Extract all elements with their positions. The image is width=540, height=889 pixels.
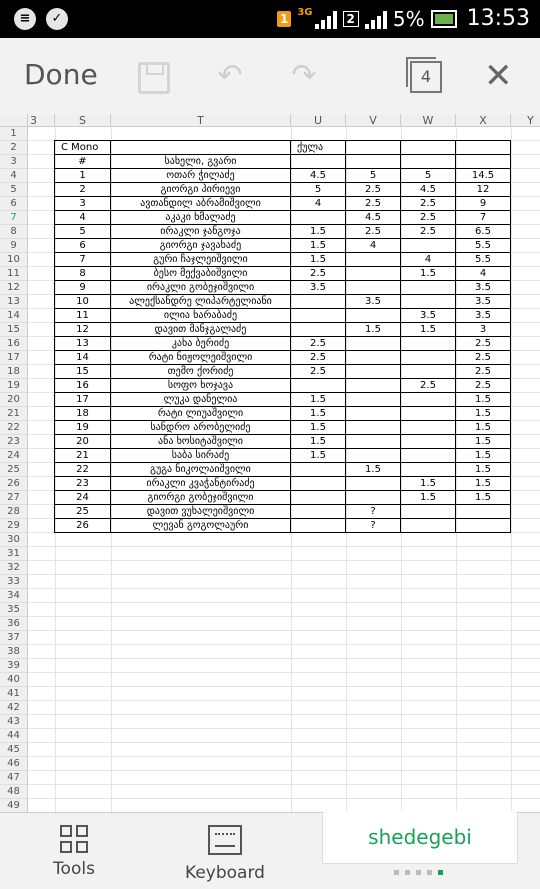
column-header-w[interactable]: W bbox=[401, 114, 456, 127]
cell-x15[interactable]: 3 bbox=[455, 322, 511, 337]
cell-v27[interactable] bbox=[345, 490, 401, 505]
cell-s10[interactable]: 7 bbox=[54, 252, 111, 267]
grid-line bbox=[28, 798, 540, 799]
cell-s29[interactable]: 26 bbox=[54, 518, 111, 533]
row-header-47[interactable]: 47 bbox=[0, 771, 28, 785]
grid-line bbox=[28, 560, 540, 561]
cell-w3[interactable] bbox=[400, 154, 456, 169]
cell-u26[interactable] bbox=[290, 476, 346, 491]
cell-w18[interactable] bbox=[400, 364, 456, 379]
cell-w25[interactable] bbox=[400, 462, 456, 477]
cell-u24[interactable]: 1.5 bbox=[290, 448, 346, 463]
cell-x14[interactable]: 3.5 bbox=[455, 308, 511, 323]
row-header-28[interactable]: 28 bbox=[0, 505, 28, 519]
cell-v18[interactable] bbox=[345, 364, 401, 379]
signal-icon bbox=[315, 9, 337, 29]
cell-t12[interactable]: ირაკლი გობეჯიშვილი bbox=[110, 280, 291, 295]
cell-x3[interactable] bbox=[455, 154, 511, 169]
cell-t25[interactable]: გუგა ნიკოლაიშვილი bbox=[110, 462, 291, 477]
cell-u16[interactable]: 2.5 bbox=[290, 336, 346, 351]
cell-u15[interactable] bbox=[290, 322, 346, 337]
undo-icon[interactable]: ↶ bbox=[217, 58, 243, 93]
cell-x5[interactable]: 12 bbox=[455, 182, 511, 197]
cell-x18[interactable]: 2.5 bbox=[455, 364, 511, 379]
cell-w29[interactable] bbox=[400, 518, 456, 533]
cell-x12[interactable]: 3.5 bbox=[455, 280, 511, 295]
cell-s16[interactable]: 13 bbox=[54, 336, 111, 351]
cell-s13[interactable]: 10 bbox=[54, 294, 111, 309]
row-header-19[interactable]: 19 bbox=[0, 379, 28, 393]
cell-v15[interactable]: 1.5 bbox=[345, 322, 401, 337]
cell-s3[interactable]: # bbox=[54, 154, 111, 169]
cell-t10[interactable]: გური ჩაჯლეიშვილი bbox=[110, 252, 291, 267]
cell-w2[interactable] bbox=[400, 140, 456, 155]
cell-t9[interactable]: გიორგი ჯავახაძე bbox=[110, 238, 291, 253]
cell-x2[interactable] bbox=[455, 140, 511, 155]
cell-u12[interactable]: 3.5 bbox=[290, 280, 346, 295]
cell-u19[interactable] bbox=[290, 378, 346, 393]
row-header-43[interactable]: 43 bbox=[0, 715, 28, 729]
cell-s15[interactable]: 12 bbox=[54, 322, 111, 337]
row-header-7[interactable]: 7 bbox=[0, 211, 28, 225]
cell-w27[interactable]: 1.5 bbox=[400, 490, 456, 505]
cell-v29[interactable]: ? bbox=[345, 518, 401, 533]
cell-s22[interactable]: 19 bbox=[54, 420, 111, 435]
cell-x11[interactable]: 4 bbox=[455, 266, 511, 281]
cell-u5[interactable]: 5 bbox=[290, 182, 346, 197]
column-header-u[interactable]: U bbox=[291, 114, 346, 127]
cell-s26[interactable]: 23 bbox=[54, 476, 111, 491]
cell-s12[interactable]: 9 bbox=[54, 280, 111, 295]
cell-t2[interactable] bbox=[110, 140, 291, 155]
cell-w11[interactable]: 1.5 bbox=[400, 266, 456, 281]
grid-line bbox=[28, 728, 540, 729]
cell-x23[interactable]: 1.5 bbox=[455, 434, 511, 449]
row-header-27[interactable]: 27 bbox=[0, 491, 28, 505]
cell-w17[interactable] bbox=[400, 350, 456, 365]
cell-x16[interactable]: 2.5 bbox=[455, 336, 511, 351]
cell-v21[interactable] bbox=[345, 406, 401, 421]
grid-line bbox=[28, 644, 540, 645]
cell-w20[interactable] bbox=[400, 392, 456, 407]
cell-u28[interactable] bbox=[290, 504, 346, 519]
cell-s19[interactable]: 16 bbox=[54, 378, 111, 393]
cell-w28[interactable] bbox=[400, 504, 456, 519]
cell-u6[interactable]: 4 bbox=[290, 196, 346, 211]
cell-w7[interactable]: 2.5 bbox=[400, 210, 456, 225]
cell-x27[interactable]: 1.5 bbox=[455, 490, 511, 505]
row-header-49[interactable]: 49 bbox=[0, 799, 28, 812]
cell-u22[interactable]: 1.5 bbox=[290, 420, 346, 435]
row-header-30[interactable]: 30 bbox=[0, 533, 28, 547]
status-bar bbox=[0, 0, 540, 38]
column-header-t[interactable]: T bbox=[111, 114, 291, 127]
cell-s5[interactable]: 2 bbox=[54, 182, 111, 197]
cell-t22[interactable]: სანდრო არობელიძე bbox=[110, 420, 291, 435]
cell-v9[interactable]: 4 bbox=[345, 238, 401, 253]
cell-w13[interactable] bbox=[400, 294, 456, 309]
cell-s18[interactable]: 15 bbox=[54, 364, 111, 379]
cell-u10[interactable]: 1.5 bbox=[290, 252, 346, 267]
cell-v20[interactable] bbox=[345, 392, 401, 407]
cell-u11[interactable]: 2.5 bbox=[290, 266, 346, 281]
cell-s17[interactable]: 14 bbox=[54, 350, 111, 365]
cell-s14[interactable]: 11 bbox=[54, 308, 111, 323]
row-header-20[interactable]: 20 bbox=[0, 393, 28, 407]
grid-line bbox=[511, 127, 512, 812]
cell-w10[interactable]: 4 bbox=[400, 252, 456, 267]
grid-line bbox=[28, 602, 540, 603]
cell-t6[interactable]: ავთანდილ აბრამიშვილი bbox=[110, 196, 291, 211]
cell-v28[interactable]: ? bbox=[345, 504, 401, 519]
cell-t27[interactable]: გიორგი გობეჯიშვილი bbox=[110, 490, 291, 505]
close-icon[interactable]: ✕ bbox=[484, 56, 513, 96]
cell-s28[interactable]: 25 bbox=[54, 504, 111, 519]
cell-v23[interactable] bbox=[345, 434, 401, 449]
cell-v10[interactable] bbox=[345, 252, 401, 267]
grid-line bbox=[28, 784, 540, 785]
row-header-33[interactable]: 33 bbox=[0, 575, 28, 589]
cell-u17[interactable]: 2.5 bbox=[290, 350, 346, 365]
sim-indicator: 2 bbox=[343, 11, 359, 27]
row-header-23[interactable]: 23 bbox=[0, 435, 28, 449]
row-header-5[interactable]: 5 bbox=[0, 183, 28, 197]
cell-w9[interactable] bbox=[400, 238, 456, 253]
windows-icon[interactable]: 4 bbox=[410, 61, 442, 93]
signal2-icon bbox=[365, 9, 387, 29]
cell-t11[interactable]: ბესო მექვაბიშვილი bbox=[110, 266, 291, 281]
row-header-2[interactable]: 2 bbox=[0, 141, 28, 155]
cell-v2[interactable] bbox=[345, 140, 401, 155]
cell-t8[interactable]: ირაკლი ჯანგოჯა bbox=[110, 224, 291, 239]
grid-line bbox=[28, 616, 540, 617]
cell-t24[interactable]: საბა სირაძე bbox=[110, 448, 291, 463]
cell-s24[interactable]: 21 bbox=[54, 448, 111, 463]
cell-t17[interactable]: რატი ნიჟოლეიშვილი bbox=[110, 350, 291, 365]
cell-w8[interactable]: 2.5 bbox=[400, 224, 456, 239]
row-header-31[interactable]: 31 bbox=[0, 547, 28, 561]
cell-x25[interactable]: 1.5 bbox=[455, 462, 511, 477]
corner-cell[interactable] bbox=[0, 114, 28, 127]
page-indicator bbox=[394, 870, 443, 875]
column-header-s[interactable]: S bbox=[55, 114, 111, 127]
cell-u21[interactable]: 1.5 bbox=[290, 406, 346, 421]
cell-w21[interactable] bbox=[400, 406, 456, 421]
cell-s7[interactable]: 4 bbox=[54, 210, 111, 225]
cell-v7[interactable]: 4.5 bbox=[345, 210, 401, 225]
redo-icon[interactable]: ↷ bbox=[291, 58, 317, 93]
cell-x26[interactable]: 1.5 bbox=[455, 476, 511, 491]
cell-x9[interactable]: 5.5 bbox=[455, 238, 511, 253]
cell-t21[interactable]: რატი ლიუაშვილი bbox=[110, 406, 291, 421]
row-header-3[interactable]: 3 bbox=[0, 155, 28, 169]
check-notification-icon: ✓ bbox=[46, 8, 68, 30]
column-header-v[interactable]: V bbox=[346, 114, 401, 127]
cell-v12[interactable] bbox=[345, 280, 401, 295]
cell-x24[interactable]: 1.5 bbox=[455, 448, 511, 463]
cell-v24[interactable] bbox=[345, 448, 401, 463]
row-header-17[interactable]: 17 bbox=[0, 351, 28, 365]
grid-line bbox=[28, 546, 540, 547]
row-header-8[interactable]: 8 bbox=[0, 225, 28, 239]
cell-w15[interactable]: 1.5 bbox=[400, 322, 456, 337]
notification-badge: 1 bbox=[277, 11, 291, 27]
row-header-26[interactable]: 26 bbox=[0, 477, 28, 491]
row-header-12[interactable]: 12 bbox=[0, 281, 28, 295]
cell-s11[interactable]: 8 bbox=[54, 266, 111, 281]
cell-t3[interactable]: სახელი, გვარი bbox=[110, 154, 291, 169]
done-button[interactable]: Done bbox=[24, 58, 98, 91]
save-icon[interactable] bbox=[138, 62, 170, 94]
cell-u7[interactable] bbox=[290, 210, 346, 225]
row-header-10[interactable]: 10 bbox=[0, 253, 28, 267]
cell-s21[interactable]: 18 bbox=[54, 406, 111, 421]
cell-v8[interactable]: 2.5 bbox=[345, 224, 401, 239]
clock: 13:53 bbox=[466, 6, 530, 31]
cell-u14[interactable] bbox=[290, 308, 346, 323]
cell-w14[interactable]: 3.5 bbox=[400, 308, 456, 323]
cell-v22[interactable] bbox=[345, 420, 401, 435]
grid-line bbox=[28, 588, 540, 589]
cell-v5[interactable]: 2.5 bbox=[345, 182, 401, 197]
cell-x21[interactable]: 1.5 bbox=[455, 406, 511, 421]
row-header-39[interactable]: 39 bbox=[0, 659, 28, 673]
grid-line bbox=[28, 742, 540, 743]
row-header-38[interactable]: 38 bbox=[0, 645, 28, 659]
row-header-37[interactable]: 37 bbox=[0, 631, 28, 645]
tools-label: Tools bbox=[53, 859, 95, 879]
row-header-35[interactable]: 35 bbox=[0, 603, 28, 617]
network-type: 3G bbox=[297, 7, 313, 18]
cell-t16[interactable]: კახა ბერიძე bbox=[110, 336, 291, 351]
column-header-y[interactable]: Y bbox=[511, 114, 540, 127]
row-header-42[interactable]: 42 bbox=[0, 701, 28, 715]
cell-t7[interactable]: აკაკი ხმალაძე bbox=[110, 210, 291, 225]
grid-line bbox=[28, 756, 540, 757]
cell-u29[interactable] bbox=[290, 518, 346, 533]
cell-w16[interactable] bbox=[400, 336, 456, 351]
row-header-9[interactable]: 9 bbox=[0, 239, 28, 253]
row-header-32[interactable]: 32 bbox=[0, 561, 28, 575]
spreadsheet[interactable] bbox=[0, 114, 540, 812]
cell-s20[interactable]: 17 bbox=[54, 392, 111, 407]
row-header-6[interactable]: 6 bbox=[0, 197, 28, 211]
grid-line bbox=[28, 574, 540, 575]
cell-v16[interactable] bbox=[345, 336, 401, 351]
row-header-11[interactable]: 11 bbox=[0, 267, 28, 281]
cell-x28[interactable] bbox=[455, 504, 511, 519]
row-header-25[interactable]: 25 bbox=[0, 463, 28, 477]
cell-w19[interactable]: 2.5 bbox=[400, 378, 456, 393]
cell-t4[interactable]: ოთარ ჭილაძე bbox=[110, 168, 291, 183]
cell-x6[interactable]: 9 bbox=[455, 196, 511, 211]
row-header-36[interactable]: 36 bbox=[0, 617, 28, 631]
top-toolbar bbox=[0, 38, 540, 115]
cell-u4[interactable]: 4.5 bbox=[290, 168, 346, 183]
bottom-bar bbox=[0, 812, 540, 889]
cell-t23[interactable]: ანა ხოსიტაშვილი bbox=[110, 434, 291, 449]
cell-v11[interactable] bbox=[345, 266, 401, 281]
row-header-16[interactable]: 16 bbox=[0, 337, 28, 351]
grid-line bbox=[28, 770, 540, 771]
row-header-44[interactable]: 44 bbox=[0, 729, 28, 743]
battery-percent: 5% bbox=[392, 6, 425, 31]
cell-v26[interactable] bbox=[345, 476, 401, 491]
cell-t18[interactable]: თემო ქორიძე bbox=[110, 364, 291, 379]
grid-line bbox=[28, 700, 540, 701]
cell-s4[interactable]: 1 bbox=[54, 168, 111, 183]
row-header-41[interactable]: 41 bbox=[0, 687, 28, 701]
cell-u25[interactable] bbox=[290, 462, 346, 477]
cell-u20[interactable]: 1.5 bbox=[290, 392, 346, 407]
cell-u13[interactable] bbox=[290, 294, 346, 309]
cell-w23[interactable] bbox=[400, 434, 456, 449]
row-header-24[interactable]: 24 bbox=[0, 449, 28, 463]
grid-line bbox=[28, 658, 540, 659]
keyboard-icon bbox=[208, 825, 242, 855]
battery-icon bbox=[431, 10, 457, 28]
cell-x4[interactable]: 14.5 bbox=[455, 168, 511, 183]
grid-line bbox=[28, 714, 540, 715]
row-header-40[interactable]: 40 bbox=[0, 673, 28, 687]
column-header-cut[interactable]: 3 bbox=[28, 114, 55, 127]
row-header-15[interactable]: 15 bbox=[0, 323, 28, 337]
cell-v4[interactable]: 5 bbox=[345, 168, 401, 183]
cell-v17[interactable] bbox=[345, 350, 401, 365]
row-header-21[interactable]: 21 bbox=[0, 407, 28, 421]
cell-w26[interactable]: 1.5 bbox=[400, 476, 456, 491]
grid-icon bbox=[60, 825, 88, 853]
keyboard-button[interactable] bbox=[180, 825, 270, 883]
cell-u8[interactable]: 1.5 bbox=[290, 224, 346, 239]
cell-t19[interactable]: სოფო ხოჯავა bbox=[110, 378, 291, 393]
cell-u18[interactable]: 2.5 bbox=[290, 364, 346, 379]
row-header-48[interactable]: 48 bbox=[0, 785, 28, 799]
cell-u23[interactable]: 1.5 bbox=[290, 434, 346, 449]
cell-s2[interactable]: C Mono bbox=[54, 140, 111, 155]
cell-v6[interactable]: 2.5 bbox=[345, 196, 401, 211]
cell-s6[interactable]: 3 bbox=[54, 196, 111, 211]
cell-v25[interactable]: 1.5 bbox=[345, 462, 401, 477]
cell-u2[interactable]: ქულა bbox=[290, 140, 346, 155]
cell-w24[interactable] bbox=[400, 448, 456, 463]
cell-x20[interactable]: 1.5 bbox=[455, 392, 511, 407]
cell-x19[interactable]: 2.5 bbox=[455, 378, 511, 393]
row-header-45[interactable]: 45 bbox=[0, 743, 28, 757]
cell-v19[interactable] bbox=[345, 378, 401, 393]
grid-line bbox=[28, 672, 540, 673]
cell-x29[interactable] bbox=[455, 518, 511, 533]
cell-w22[interactable] bbox=[400, 420, 456, 435]
cell-x17[interactable]: 2.5 bbox=[455, 350, 511, 365]
row-header-14[interactable]: 14 bbox=[0, 309, 28, 323]
cell-t28[interactable]: დავით ვუხალეიშვილი bbox=[110, 504, 291, 519]
cell-s23[interactable]: 20 bbox=[54, 434, 111, 449]
cell-w12[interactable] bbox=[400, 280, 456, 295]
cell-t20[interactable]: ლუკა დანელია bbox=[110, 392, 291, 407]
column-header-x[interactable]: X bbox=[456, 114, 511, 127]
cell-x13[interactable]: 3.5 bbox=[455, 294, 511, 309]
row-header-1[interactable]: 1 bbox=[0, 127, 28, 141]
cell-s8[interactable]: 5 bbox=[54, 224, 111, 239]
row-header-46[interactable]: 46 bbox=[0, 757, 28, 771]
cell-s27[interactable]: 24 bbox=[54, 490, 111, 505]
cell-t26[interactable]: ირაკლი კვაჭანტირაძე bbox=[110, 476, 291, 491]
keyboard-label: Keyboard bbox=[185, 863, 265, 883]
cell-t14[interactable]: ილია ხარაბაძე bbox=[110, 308, 291, 323]
cell-t15[interactable]: დავით მანჯგალაძე bbox=[110, 322, 291, 337]
cell-x10[interactable]: 5.5 bbox=[455, 252, 511, 267]
cell-v14[interactable] bbox=[345, 308, 401, 323]
tools-button[interactable] bbox=[48, 825, 100, 879]
row-header-29[interactable]: 29 bbox=[0, 519, 28, 533]
cell-x7[interactable]: 7 bbox=[455, 210, 511, 225]
row-header-34[interactable]: 34 bbox=[0, 589, 28, 603]
row-header-22[interactable]: 22 bbox=[0, 421, 28, 435]
cell-t13[interactable]: ალექსანდრე ლიპარტელიანი bbox=[110, 294, 291, 309]
cell-x8[interactable]: 6.5 bbox=[455, 224, 511, 239]
cell-w5[interactable]: 4.5 bbox=[400, 182, 456, 197]
sheet-tab-shedegebi[interactable]: shedegebi bbox=[322, 811, 518, 864]
cell-u9[interactable]: 1.5 bbox=[290, 238, 346, 253]
cell-t5[interactable]: გიორგი პირიევი bbox=[110, 182, 291, 197]
grid-line bbox=[28, 630, 540, 631]
cell-w6[interactable]: 2.5 bbox=[400, 196, 456, 211]
row-header-4[interactable]: 4 bbox=[0, 169, 28, 183]
cell-u27[interactable] bbox=[290, 490, 346, 505]
cell-w4[interactable]: 5 bbox=[400, 168, 456, 183]
cell-v13[interactable]: 3.5 bbox=[345, 294, 401, 309]
row-header-13[interactable]: 13 bbox=[0, 295, 28, 309]
cell-v3[interactable] bbox=[345, 154, 401, 169]
chat-notification-icon: ≡ bbox=[14, 8, 36, 30]
grid-line bbox=[28, 686, 540, 687]
cell-u3[interactable] bbox=[290, 154, 346, 169]
cell-t29[interactable]: ლევან გოგოლაური bbox=[110, 518, 291, 533]
row-header-18[interactable]: 18 bbox=[0, 365, 28, 379]
cell-x22[interactable]: 1.5 bbox=[455, 420, 511, 435]
cell-s25[interactable]: 22 bbox=[54, 462, 111, 477]
cell-s9[interactable]: 6 bbox=[54, 238, 111, 253]
